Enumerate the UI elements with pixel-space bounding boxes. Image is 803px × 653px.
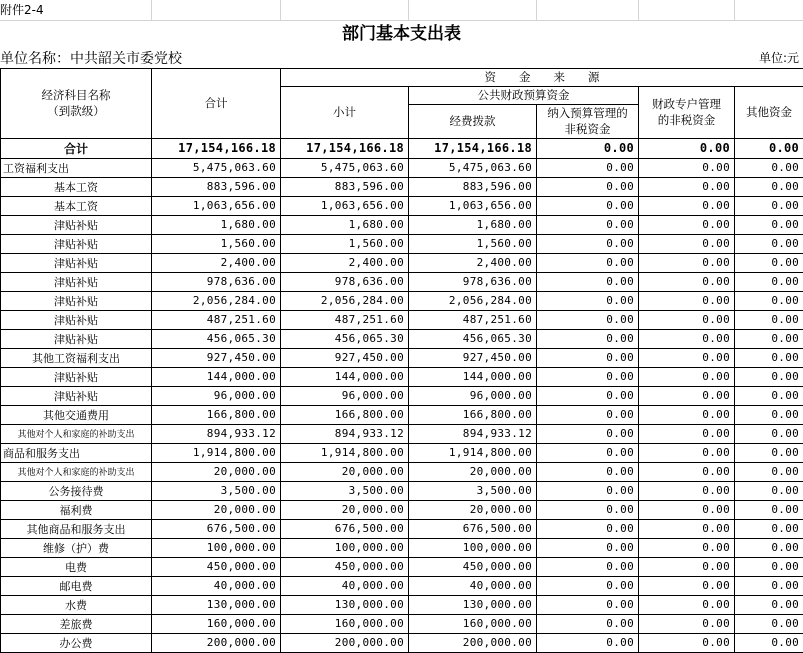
cell-non-tax[interactable]: 0.00	[537, 310, 639, 329]
cell-total[interactable]: 1,063,656.00	[152, 196, 281, 215]
total-special-cell[interactable]: 0.00	[639, 138, 735, 158]
cell-appropriation[interactable]: 927,450.00	[409, 348, 537, 367]
header-other[interactable]: 其他资金	[735, 86, 803, 138]
header-category-sub: （到款级）	[1, 103, 151, 119]
cell-appropriation[interactable]: 40,000.00	[409, 576, 537, 595]
row-label[interactable]: 其他商品和服务支出	[1, 519, 152, 538]
cell-special[interactable]: 0.00	[639, 557, 735, 576]
cell-special[interactable]: 0.00	[639, 595, 735, 614]
unit-label[interactable]: 单位:元	[600, 48, 803, 68]
row-label[interactable]: 津贴补贴	[1, 234, 152, 253]
cell-special[interactable]: 0.00	[639, 291, 735, 310]
cell-other[interactable]: 0.00	[735, 215, 803, 234]
row-label[interactable]: 维修（护）费	[1, 538, 152, 557]
cell-appropriation[interactable]: 2,056,284.00	[409, 291, 537, 310]
total-appropriation-cell[interactable]: 17,154,166.18	[409, 138, 537, 158]
table-row	[1, 291, 803, 310]
cell-other[interactable]: 0.00	[735, 462, 803, 481]
cell-subtotal[interactable]: 894,933.12	[281, 424, 409, 443]
cell-total[interactable]: 1,560.00	[152, 234, 281, 253]
cell-special[interactable]: 0.00	[639, 272, 735, 291]
cell-other[interactable]: 0.00	[735, 348, 803, 367]
cell-subtotal[interactable]: 450,000.00	[281, 557, 409, 576]
cell-special[interactable]: 0.00	[639, 234, 735, 253]
row-label[interactable]: 津贴补贴	[1, 329, 152, 348]
cell-other[interactable]: 0.00	[735, 595, 803, 614]
cell-other[interactable]: 0.00	[735, 253, 803, 272]
row-label[interactable]: 水费	[1, 595, 152, 614]
table-row	[1, 329, 803, 348]
cell-total[interactable]: 2,056,284.00	[152, 291, 281, 310]
annex-row	[0, 0, 803, 21]
cell-total[interactable]: 200,000.00	[152, 633, 281, 652]
cell-special[interactable]: 0.00	[639, 329, 735, 348]
cell-subtotal[interactable]: 1,063,656.00	[281, 196, 409, 215]
table-row	[1, 253, 803, 272]
cell-other[interactable]: 0.00	[735, 177, 803, 196]
cell-subtotal[interactable]: 160,000.00	[281, 614, 409, 633]
cell-subtotal[interactable]: 978,636.00	[281, 272, 409, 291]
table-row	[1, 158, 803, 177]
cell-other[interactable]: 0.00	[735, 538, 803, 557]
table-row	[1, 481, 803, 500]
cell-subtotal[interactable]: 20,000.00	[281, 462, 409, 481]
cell-subtotal[interactable]: 3,500.00	[281, 481, 409, 500]
table-row	[1, 424, 803, 443]
cell-appropriation[interactable]: 456,065.30	[409, 329, 537, 348]
unit-row	[0, 48, 803, 68]
cell-subtotal[interactable]: 883,596.00	[281, 177, 409, 196]
cell-non-tax[interactable]: 0.00	[537, 557, 639, 576]
cell-appropriation[interactable]: 130,000.00	[409, 595, 537, 614]
cell-non-tax[interactable]: 0.00	[537, 329, 639, 348]
cell-appropriation[interactable]: 1,560.00	[409, 234, 537, 253]
row-label[interactable]: 津贴补贴	[1, 291, 152, 310]
row-label[interactable]: 其他工资福利支出	[1, 348, 152, 367]
annex-label[interactable]: 附件2-4	[0, 0, 151, 20]
row-label[interactable]: 津贴补贴	[1, 215, 152, 234]
cell-subtotal[interactable]: 144,000.00	[281, 367, 409, 386]
cell-appropriation[interactable]: 200,000.00	[409, 633, 537, 652]
header-non-tax-line2: 非税资金	[537, 121, 638, 137]
cell-total[interactable]: 160,000.00	[152, 614, 281, 633]
cell-subtotal[interactable]: 2,056,284.00	[281, 291, 409, 310]
header-category-label: 经济科目名称	[1, 87, 151, 103]
cell-other[interactable]: 0.00	[735, 557, 803, 576]
cell-other[interactable]: 0.00	[735, 614, 803, 633]
cell-other[interactable]: 0.00	[735, 519, 803, 538]
cell-other[interactable]: 0.00	[735, 424, 803, 443]
cell-special[interactable]: 0.00	[639, 424, 735, 443]
table-row	[1, 614, 803, 633]
cell-appropriation[interactable]: 1,680.00	[409, 215, 537, 234]
header-special-line2: 的非税资金	[639, 112, 734, 128]
cell-subtotal[interactable]: 130,000.00	[281, 595, 409, 614]
cell-special[interactable]: 0.00	[639, 177, 735, 196]
cell-special[interactable]: 0.00	[639, 215, 735, 234]
cell-total[interactable]: 5,475,063.60	[152, 158, 281, 177]
cell-special[interactable]: 0.00	[639, 405, 735, 424]
cell-appropriation[interactable]: 883,596.00	[409, 177, 537, 196]
cell-total[interactable]: 1,914,800.00	[152, 443, 281, 462]
cell-non-tax[interactable]: 0.00	[537, 348, 639, 367]
cell-other[interactable]: 0.00	[735, 329, 803, 348]
header-special-line1: 财政专户管理	[639, 96, 734, 112]
cell-total[interactable]: 3,500.00	[152, 481, 281, 500]
table-row	[1, 443, 803, 462]
total-other-cell[interactable]: 0.00	[735, 138, 803, 158]
cell-appropriation[interactable]: 20,000.00	[409, 500, 537, 519]
header-source[interactable]: 资 金 来 源	[281, 68, 803, 86]
cell-appropriation[interactable]: 20,000.00	[409, 462, 537, 481]
cell-total[interactable]: 676,500.00	[152, 519, 281, 538]
cell-total[interactable]: 978,636.00	[152, 272, 281, 291]
cell-total[interactable]: 2,400.00	[152, 253, 281, 272]
cell-appropriation[interactable]: 676,500.00	[409, 519, 537, 538]
table-row	[1, 177, 803, 196]
cell-non-tax[interactable]: 0.00	[537, 291, 639, 310]
cell-non-tax[interactable]: 0.00	[537, 253, 639, 272]
cell-total[interactable]: 927,450.00	[152, 348, 281, 367]
cell-non-tax[interactable]: 0.00	[537, 633, 639, 652]
cell-appropriation[interactable]: 1,914,800.00	[409, 443, 537, 462]
row-label[interactable]: 电费	[1, 557, 152, 576]
cell-special[interactable]: 0.00	[639, 443, 735, 462]
cell-appropriation[interactable]: 1,063,656.00	[409, 196, 537, 215]
row-label[interactable]: 公务接待费	[1, 481, 152, 500]
cell-subtotal[interactable]: 5,475,063.60	[281, 158, 409, 177]
cell-other[interactable]: 0.00	[735, 158, 803, 177]
table-row	[1, 405, 803, 424]
cell-total[interactable]: 883,596.00	[152, 177, 281, 196]
cell-other[interactable]: 0.00	[735, 386, 803, 405]
cell-special[interactable]: 0.00	[639, 348, 735, 367]
unit-name[interactable]: 单位名称：中共韶关市委党校	[0, 48, 600, 68]
row-label[interactable]: 工资福利支出	[1, 158, 152, 177]
cell-special[interactable]: 0.00	[639, 481, 735, 500]
cell-subtotal[interactable]: 676,500.00	[281, 519, 409, 538]
cell-other[interactable]: 0.00	[735, 196, 803, 215]
cell-appropriation[interactable]: 96,000.00	[409, 386, 537, 405]
header-subtotal[interactable]: 小计	[281, 86, 409, 138]
table-row	[1, 557, 803, 576]
cell-other[interactable]: 0.00	[735, 291, 803, 310]
table-row	[1, 196, 803, 215]
cell-subtotal[interactable]: 2,400.00	[281, 253, 409, 272]
row-label[interactable]: 邮电费	[1, 576, 152, 595]
cell-total[interactable]: 40,000.00	[152, 576, 281, 595]
total-non-tax-cell[interactable]: 0.00	[537, 138, 639, 158]
cell-non-tax[interactable]: 0.00	[537, 595, 639, 614]
table-row	[1, 633, 803, 652]
cell-total[interactable]: 130,000.00	[152, 595, 281, 614]
cell-subtotal[interactable]: 1,560.00	[281, 234, 409, 253]
cell-subtotal[interactable]: 927,450.00	[281, 348, 409, 367]
header-total[interactable]: 合计	[152, 68, 281, 138]
cell-total[interactable]: 450,000.00	[152, 557, 281, 576]
total-row	[1, 138, 803, 158]
cell-appropriation[interactable]: 450,000.00	[409, 557, 537, 576]
cell-other[interactable]: 0.00	[735, 405, 803, 424]
table-row	[1, 576, 803, 595]
cell-special[interactable]: 0.00	[639, 196, 735, 215]
cell-special[interactable]: 0.00	[639, 386, 735, 405]
cell-appropriation[interactable]: 5,475,063.60	[409, 158, 537, 177]
header-non-tax[interactable]	[537, 104, 639, 138]
cell-total[interactable]: 20,000.00	[152, 462, 281, 481]
cell-total[interactable]: 96,000.00	[152, 386, 281, 405]
cell-special[interactable]: 0.00	[639, 633, 735, 652]
cell-other[interactable]: 0.00	[735, 310, 803, 329]
row-label[interactable]: 其他交通费用	[1, 405, 152, 424]
header-public-budget[interactable]: 公共财政预算资金	[409, 86, 639, 104]
table-row	[1, 386, 803, 405]
cell-non-tax[interactable]: 0.00	[537, 234, 639, 253]
cell-appropriation[interactable]: 487,251.60	[409, 310, 537, 329]
cell-other[interactable]: 0.00	[735, 272, 803, 291]
cell-subtotal[interactable]: 96,000.00	[281, 386, 409, 405]
cell-other[interactable]: 0.00	[735, 500, 803, 519]
cell-total[interactable]: 144,000.00	[152, 367, 281, 386]
cell-non-tax[interactable]: 0.00	[537, 177, 639, 196]
cell-non-tax[interactable]: 0.00	[537, 481, 639, 500]
cell-special[interactable]: 0.00	[639, 253, 735, 272]
table-row	[1, 595, 803, 614]
cell-non-tax[interactable]: 0.00	[537, 424, 639, 443]
row-label[interactable]: 其他对个人和家庭的补助支出	[1, 424, 152, 443]
header-special-account[interactable]	[639, 86, 735, 138]
cell-appropriation[interactable]: 894,933.12	[409, 424, 537, 443]
cell-non-tax[interactable]: 0.00	[537, 443, 639, 462]
header-non-tax-line1: 纳入预算管理的	[537, 105, 638, 121]
cell-subtotal[interactable]: 40,000.00	[281, 576, 409, 595]
table-row	[1, 234, 803, 253]
cell-non-tax[interactable]: 0.00	[537, 519, 639, 538]
cell-appropriation[interactable]: 3,500.00	[409, 481, 537, 500]
cell-total[interactable]: 894,933.12	[152, 424, 281, 443]
table-row	[1, 310, 803, 329]
cell-non-tax[interactable]: 0.00	[537, 215, 639, 234]
cell-appropriation[interactable]: 2,400.00	[409, 253, 537, 272]
cell-total[interactable]: 20,000.00	[152, 500, 281, 519]
cell-non-tax[interactable]: 0.00	[537, 386, 639, 405]
row-label[interactable]: 津贴补贴	[1, 310, 152, 329]
table-row	[1, 462, 803, 481]
cell-other[interactable]: 0.00	[735, 633, 803, 652]
cell-non-tax[interactable]: 0.00	[537, 196, 639, 215]
cell-total[interactable]: 100,000.00	[152, 538, 281, 557]
cell-non-tax[interactable]: 0.00	[537, 538, 639, 557]
cell-special[interactable]: 0.00	[639, 538, 735, 557]
header-appropriation[interactable]: 经费拨款	[409, 104, 537, 138]
cell-subtotal[interactable]: 166,800.00	[281, 405, 409, 424]
table-row	[1, 367, 803, 386]
cell-other[interactable]: 0.00	[735, 234, 803, 253]
total-subtotal-cell[interactable]: 17,154,166.18	[281, 138, 409, 158]
cell-non-tax[interactable]: 0.00	[537, 614, 639, 633]
cell-total[interactable]: 1,680.00	[152, 215, 281, 234]
cell-appropriation[interactable]: 144,000.00	[409, 367, 537, 386]
cell-non-tax[interactable]: 0.00	[537, 367, 639, 386]
cell-non-tax[interactable]: 0.00	[537, 158, 639, 177]
expenditure-table	[0, 68, 803, 653]
cell-subtotal[interactable]: 20,000.00	[281, 500, 409, 519]
cell-other[interactable]: 0.00	[735, 576, 803, 595]
cell-non-tax[interactable]: 0.00	[537, 272, 639, 291]
row-label[interactable]: 基本工资	[1, 196, 152, 215]
row-label[interactable]: 办公费	[1, 633, 152, 652]
cell-total[interactable]: 456,065.30	[152, 329, 281, 348]
cell-non-tax[interactable]: 0.00	[537, 405, 639, 424]
cell-special[interactable]: 0.00	[639, 367, 735, 386]
row-label[interactable]: 商品和服务支出	[1, 443, 152, 462]
cell-special[interactable]: 0.00	[639, 310, 735, 329]
row-label[interactable]: 津贴补贴	[1, 253, 152, 272]
cell-special[interactable]: 0.00	[639, 614, 735, 633]
cell-other[interactable]: 0.00	[735, 481, 803, 500]
row-label[interactable]: 津贴补贴	[1, 272, 152, 291]
row-label[interactable]: 津贴补贴	[1, 367, 152, 386]
cell-other[interactable]: 0.00	[735, 367, 803, 386]
cell-subtotal[interactable]: 200,000.00	[281, 633, 409, 652]
cell-subtotal[interactable]: 1,914,800.00	[281, 443, 409, 462]
page-title: 部门基本支出表	[0, 21, 803, 48]
row-label[interactable]: 福利费	[1, 500, 152, 519]
row-label[interactable]: 基本工资	[1, 177, 152, 196]
table-row	[1, 348, 803, 367]
row-label[interactable]: 差旅费	[1, 614, 152, 633]
cell-appropriation[interactable]: 978,636.00	[409, 272, 537, 291]
table-row	[1, 215, 803, 234]
row-label[interactable]: 其他对个人和家庭的补助支出	[1, 462, 152, 481]
cell-non-tax[interactable]: 0.00	[537, 576, 639, 595]
cell-non-tax[interactable]: 0.00	[537, 500, 639, 519]
cell-total[interactable]: 166,800.00	[152, 405, 281, 424]
cell-subtotal[interactable]: 1,680.00	[281, 215, 409, 234]
cell-special[interactable]: 0.00	[639, 158, 735, 177]
cell-appropriation[interactable]: 100,000.00	[409, 538, 537, 557]
cell-special[interactable]: 0.00	[639, 500, 735, 519]
cell-special[interactable]: 0.00	[639, 519, 735, 538]
cell-subtotal[interactable]: 456,065.30	[281, 329, 409, 348]
total-label[interactable]: 合计	[1, 138, 152, 158]
cell-non-tax[interactable]: 0.00	[537, 462, 639, 481]
cell-subtotal[interactable]: 487,251.60	[281, 310, 409, 329]
table-row	[1, 519, 803, 538]
table-row	[1, 538, 803, 557]
cell-special[interactable]: 0.00	[639, 576, 735, 595]
table-row	[1, 500, 803, 519]
cell-total[interactable]: 487,251.60	[152, 310, 281, 329]
cell-special[interactable]: 0.00	[639, 462, 735, 481]
cell-appropriation[interactable]: 160,000.00	[409, 614, 537, 633]
header-category[interactable]	[1, 68, 152, 138]
total-cell[interactable]: 17,154,166.18	[152, 138, 281, 158]
row-label[interactable]: 津贴补贴	[1, 386, 152, 405]
cell-appropriation[interactable]: 166,800.00	[409, 405, 537, 424]
table-row	[1, 272, 803, 291]
cell-subtotal[interactable]: 100,000.00	[281, 538, 409, 557]
cell-other[interactable]: 0.00	[735, 443, 803, 462]
